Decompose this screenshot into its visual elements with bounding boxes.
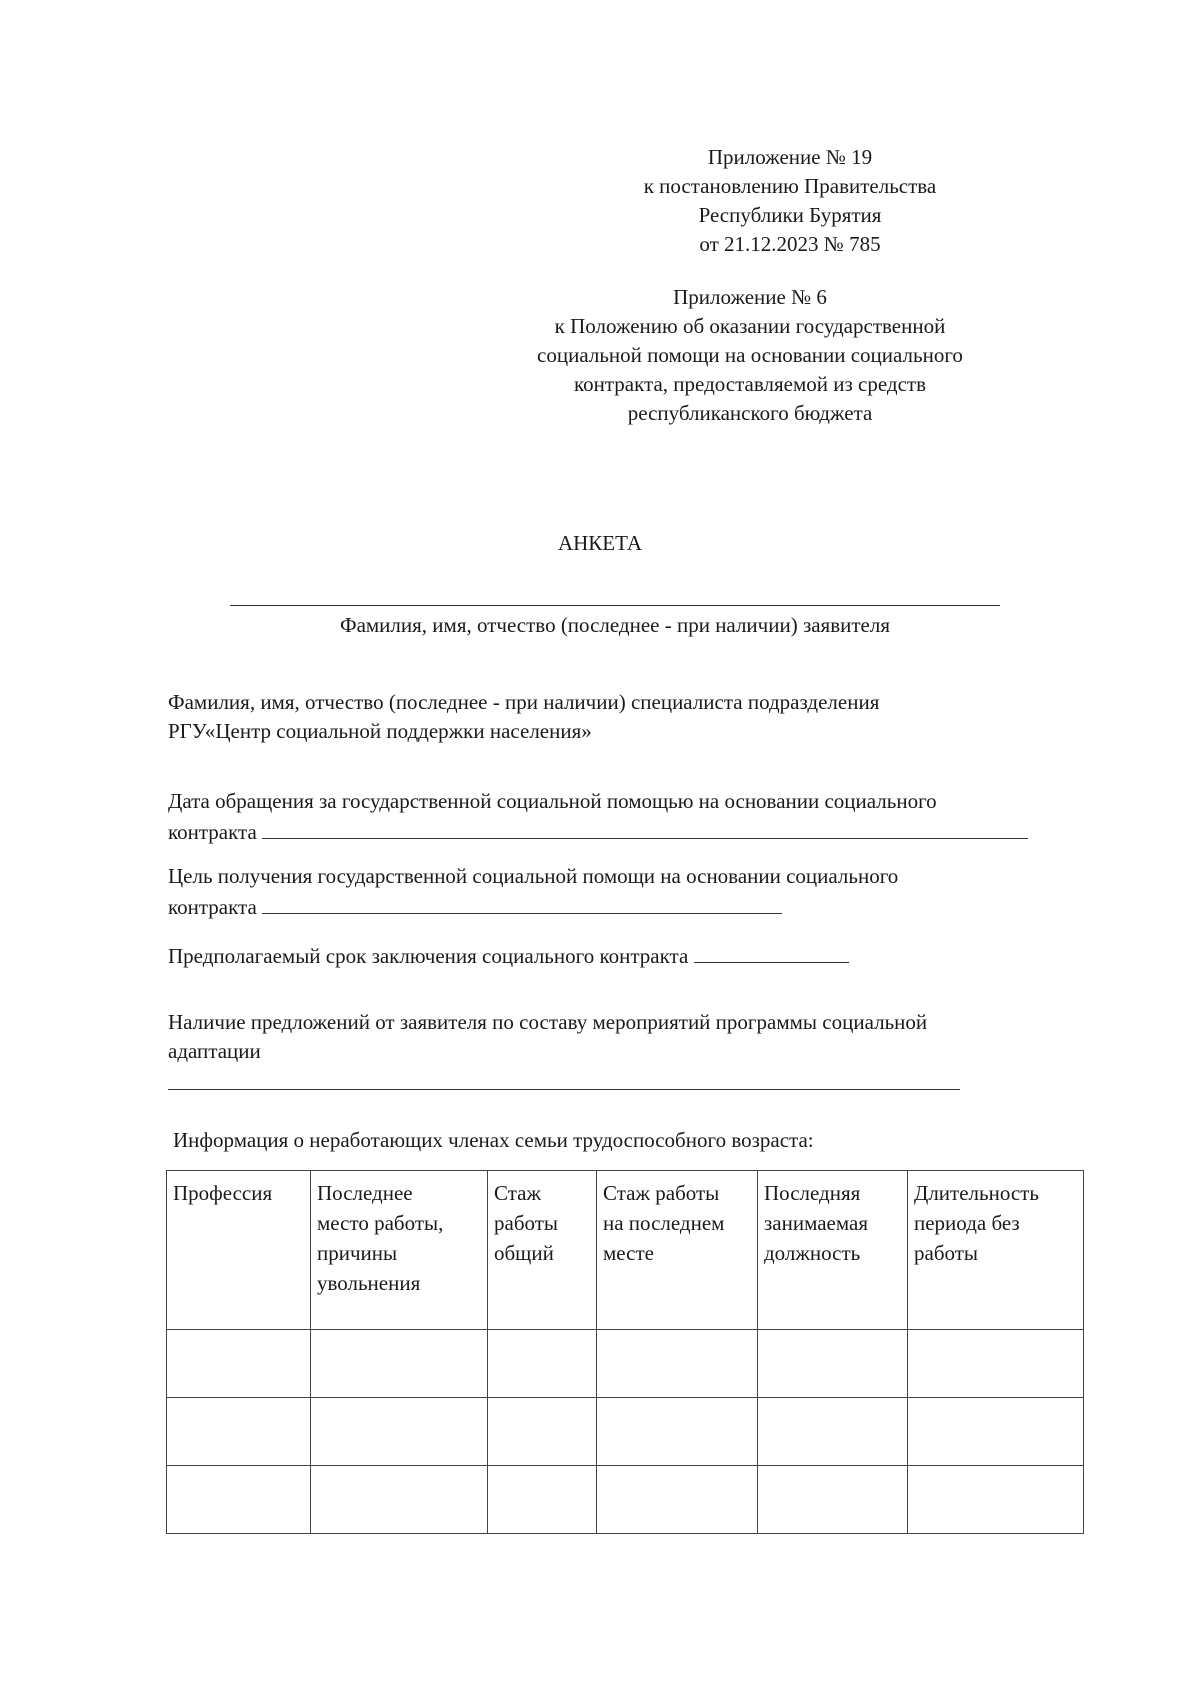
purpose-label: контракта	[168, 895, 257, 919]
appendix-6-line: контракта, предоставляемой из средств	[574, 372, 926, 396]
family-members-table	[166, 1170, 1084, 1534]
table-row	[167, 1398, 1084, 1466]
header-text: работы	[914, 1241, 979, 1265]
header-text: на последнем	[603, 1211, 725, 1235]
table-cell[interactable]	[488, 1466, 597, 1534]
request-date-label: контракта	[168, 820, 257, 844]
table-cell[interactable]	[597, 1466, 758, 1534]
table-cell[interactable]	[488, 1330, 597, 1398]
header-text: Стаж	[494, 1181, 541, 1205]
header-text: Профессия	[173, 1181, 273, 1205]
applicant-name-caption: Фамилия, имя, отчество (последнее - при наличии) заявителя	[339, 613, 891, 637]
appendix-19-line: к постановлению Правительства	[643, 174, 937, 198]
table-cell[interactable]	[488, 1398, 597, 1466]
header-text: месте	[603, 1241, 654, 1265]
table-cell[interactable]	[311, 1466, 488, 1534]
table-cell[interactable]	[167, 1398, 311, 1466]
table-row	[167, 1330, 1084, 1398]
header-last-workplace	[311, 1171, 488, 1330]
table-header-row	[167, 1171, 1084, 1330]
header-text: работы	[494, 1211, 559, 1235]
appendix-19-line: от 21.12.2023 № 785	[699, 232, 881, 256]
header-unemployment-duration	[908, 1171, 1084, 1330]
table-cell[interactable]	[167, 1466, 311, 1534]
purpose-section	[168, 862, 1088, 922]
purpose-label-line: Цель получения государственной социальной помощи на основании социального	[168, 864, 899, 888]
applicant-name-field[interactable]	[230, 605, 1000, 606]
table-cell[interactable]	[167, 1330, 311, 1398]
header-text: Последнее	[317, 1181, 413, 1205]
request-date-section	[168, 787, 1088, 847]
header-text: Последняя	[764, 1181, 861, 1205]
table-cell[interactable]	[758, 1398, 908, 1466]
header-last-position	[758, 1171, 908, 1330]
header-text: периода без	[914, 1211, 1020, 1235]
family-info-heading: Информация о неработающих членах семьи трудоспособного возраста:	[173, 1128, 814, 1152]
header-profession	[167, 1171, 311, 1330]
request-date-label-row	[168, 816, 1088, 847]
purpose-label-row	[168, 891, 1088, 922]
request-date-label-line: Дата обращения за государственной социальной помощью на основании социального	[168, 789, 937, 813]
table-row	[167, 1466, 1084, 1534]
table-cell[interactable]	[908, 1398, 1084, 1466]
term-section	[168, 940, 1088, 971]
header-text: общий	[494, 1241, 554, 1265]
specialist-label-line: Фамилия, имя, отчество (последнее - при наличии) специалиста подразделения	[168, 690, 880, 714]
table-cell[interactable]	[597, 1330, 758, 1398]
appendix-6-line: к Положению об оказании государственной	[554, 314, 946, 338]
table-cell[interactable]	[311, 1398, 488, 1466]
header-text: занимаемая	[764, 1211, 869, 1235]
term-label: Предполагаемый срок заключения социального контракта	[168, 944, 689, 968]
appendix-19-line: Приложение № 19	[707, 145, 873, 169]
header-text: место работы,	[317, 1211, 444, 1235]
appendix-6-line: Приложение № 6	[673, 285, 827, 309]
table-cell[interactable]	[758, 1330, 908, 1398]
header-last-place-experience	[597, 1171, 758, 1330]
header-total-experience	[488, 1171, 597, 1330]
table-cell[interactable]	[311, 1330, 488, 1398]
proposals-field[interactable]	[168, 1089, 960, 1090]
header-text: должность	[764, 1241, 861, 1265]
request-date-field[interactable]	[262, 816, 1028, 839]
specialist-label-line: РГУ«Центр социальной поддержки населения»	[168, 719, 592, 743]
table-cell[interactable]	[597, 1398, 758, 1466]
table-cell[interactable]	[908, 1466, 1084, 1534]
table-cell[interactable]	[908, 1330, 1084, 1398]
appendix-19-line: Республики Бурятия	[698, 203, 882, 227]
header-text: Стаж работы	[603, 1181, 720, 1205]
proposals-label-line: Наличие предложений от заявителя по составу мероприятий программы социальной	[168, 1010, 928, 1034]
proposals-label-line: адаптации	[168, 1039, 261, 1063]
header-text: Длительность	[914, 1181, 1039, 1205]
specialist-section	[168, 688, 1088, 746]
appendix-6-header	[470, 283, 1030, 428]
purpose-field[interactable]	[262, 891, 782, 914]
appendix-6-line: социальной помощи на основании социального	[537, 343, 963, 367]
table-cell[interactable]	[758, 1466, 908, 1534]
appendix-19-header	[560, 143, 1020, 259]
appendix-6-line: республиканского бюджета	[627, 401, 873, 425]
term-field[interactable]	[694, 940, 849, 963]
header-text: увольнения	[317, 1271, 421, 1295]
header-text: причины	[317, 1241, 398, 1265]
document-title: АНКЕТА	[557, 531, 643, 555]
proposals-section	[168, 1008, 1088, 1066]
